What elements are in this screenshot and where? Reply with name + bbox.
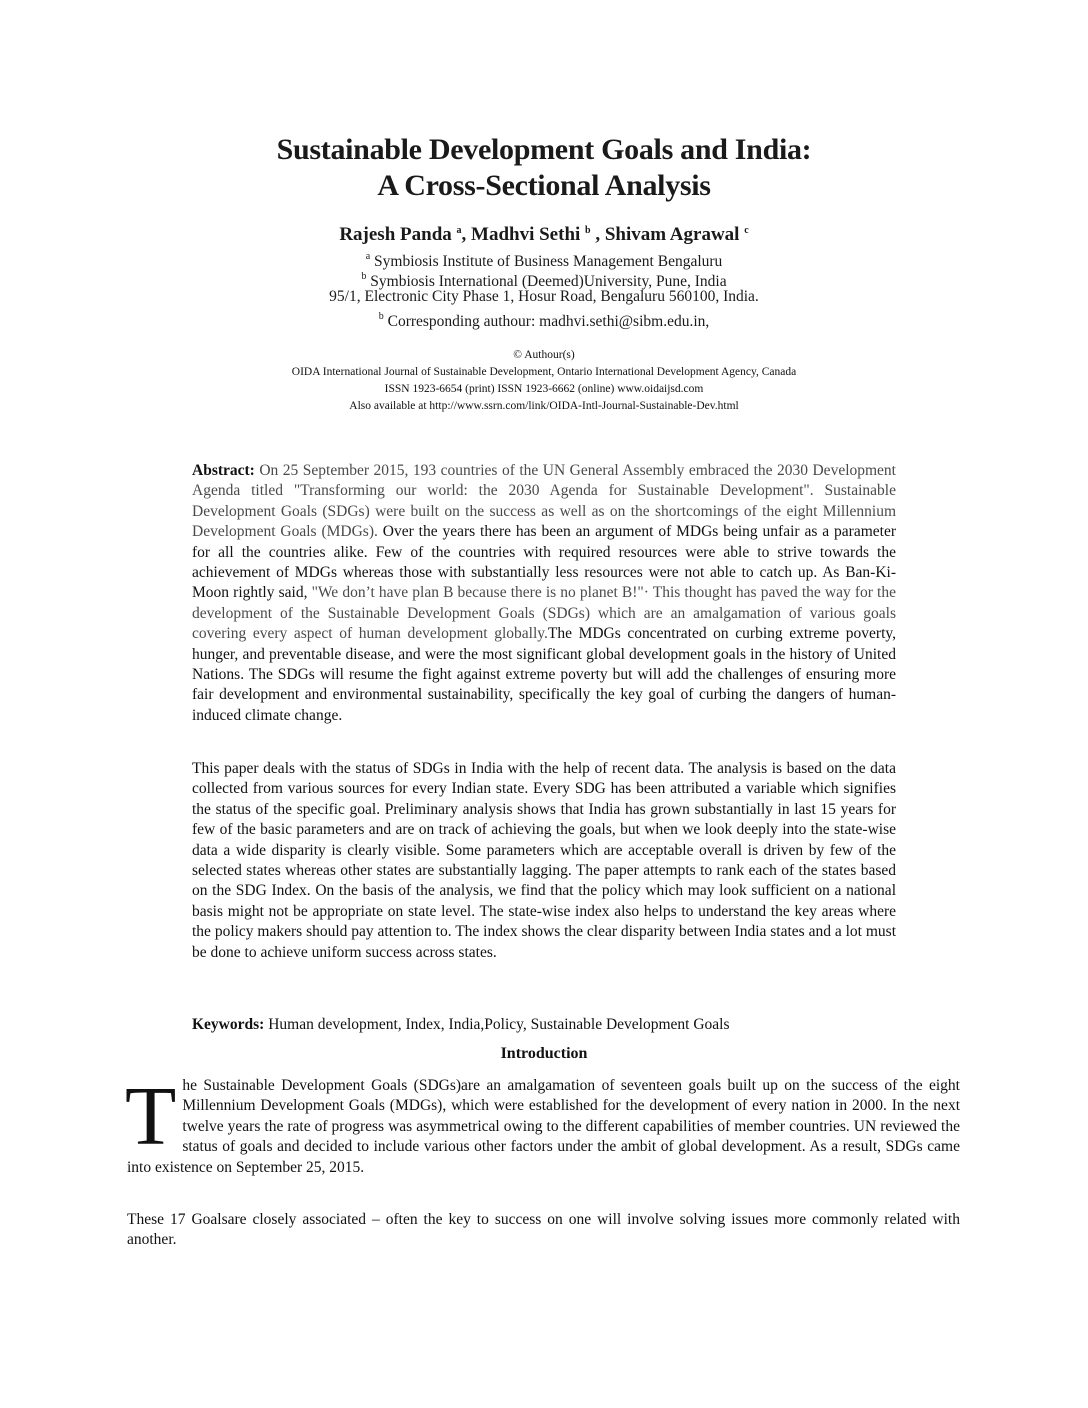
section-heading: Introduction xyxy=(500,1045,588,1062)
title-line-2: A Cross-Sectional Analysis xyxy=(377,169,711,202)
author-name: Rajesh Panda xyxy=(339,224,452,245)
introduction-paragraph-1 xyxy=(125,1070,960,1178)
also-available: Also available at http://www.ssrn.com/link/OIDA-Intl-Journal-Sustainable-Dev.html xyxy=(349,400,739,412)
author-sup: c xyxy=(744,225,749,236)
affiliation-text: Symbiosis Institute of Business Management Bengaluru xyxy=(374,253,723,270)
affiliation-text: Symbiosis International (Deemed)University, Pune, India xyxy=(370,273,727,290)
affiliation-sup: a xyxy=(365,251,371,262)
affiliation-text: 95/1, Electronic City Phase 1, Hosur Road, Bengaluru 560100, India. xyxy=(329,288,759,305)
drop-cap: T xyxy=(125,1070,177,1163)
issn: ISSN 1923-6654 (print) ISSN 1923-6662 (online) www.oidaijsd.com xyxy=(384,383,704,395)
keywords xyxy=(192,1015,896,1035)
keywords-text: Human development, Index, India,Policy, Sustainable Development Goals xyxy=(264,1016,730,1033)
corresponding-author xyxy=(0,307,1088,332)
author-name: Shivam Agrawal xyxy=(604,224,740,245)
abstract-label: Abstract: xyxy=(192,462,255,479)
abstract-text: Over the years there has been an argument of MDGs being unfair as a parameter for all the countries alike. Few of the countries with required resources were able to strive towards the achievement of MDGs whereas those with substantially less resources were not able to catch up. As Ban-Ki-Moon rightly said, xyxy=(192,523,896,602)
title-line-1: Sustainable Development Goals and India: xyxy=(276,133,812,166)
abstract-text: The MDGs concentrated on curbing extreme poverty, hunger, and preventable disease, and were the most significant global development goals in the history of United Nations. The SDGs will resume the fight against extreme poverty but will add the challenges of ensuring more fair development and environmental sustainability, specifically the key goal of curbing the dangers of human-induced climate change. xyxy=(192,625,896,724)
keywords-label: Keywords: xyxy=(192,1016,265,1033)
paragraph-text: he Sustainable Development Goals (SDGs)are an amalgamation of seventeen goals built up on the success of the eight Millennium Development Goals (MDGs), which were established for the development of every nation in 2000. In the next twelve years the rate of progress was asymmetrical owing to the different capabilities of member countries. UN reviewed the status of goals and decided to include various other factors under the ambit of global development. As a result, SDGs came into existence on September 25, 2015. xyxy=(127,1077,960,1176)
journal-name: OIDA International Journal of Sustainable Development, Ontario International Development Agency, Canada xyxy=(291,366,797,378)
introduction-paragraph-2: These 17 Goalsare closely associated – often the key to success on one will involve solving issues more commonly related with another. xyxy=(127,1211,960,1249)
abstract-text: On 25 September 2015, 193 countries of the UN General Assembly embraced the 2030 Development Agenda titled "Transforming our world: the 2030 Agenda for Sustainable Development". Sustainable Development Goals (SDGs) were built on the success as well as on the shortcomings of the eight Millennium Development Goals (MDGs). xyxy=(192,462,896,541)
abstract-paragraph-2: This paper deals with the status of SDGs in India with the help of recent data. The analysis is based on the data collected from various sources for every Indian state. Every SDG has been attributed a variable which signifies the status of the specific goal. Preliminary analysis shows that India has grown substantially in last 15 years for few of the basic parameters and are on track of achieving the goals, but when we look deeply into the state-wise data a wide disparity is clearly visible. Some parameters which are acceptable overall is driven by few of the selected states whereas other states are substantially lagging. The paper attempts to rank each of the states based on the SDG Index. On the basis of the analysis, we find that the policy which may look sufficient on a national basis might not be appropriate on state level. The state-wise index also helps to understand the key areas where the policy makers should pay attention to. The index shows the clear disparity between India states and a lot must be done to achieve uniform success across states. xyxy=(192,760,896,961)
affiliation-text: Corresponding authour: madhvi.sethi@sibm.edu.in, xyxy=(387,313,710,330)
copyright: © Authour(s) xyxy=(513,349,575,361)
author-list: Rajesh Panda $^a$, Madhvi Sethi $^b$ , Shivam Agrawal $^c$ xyxy=(339,224,749,245)
affiliation-sup: b xyxy=(378,311,384,322)
author-sup: b xyxy=(585,225,591,236)
affiliation-address xyxy=(0,287,1088,307)
abstract xyxy=(192,461,896,726)
abstract-quote: "We don’t have plan B because there is no planet B!"· This thought has paved the way for the development of the Sustainable Development Goals (SDGs) which are an amalgamation of various goals covering every aspect of human development globally. xyxy=(192,584,896,643)
author-name: Madhvi Sethi xyxy=(471,224,581,245)
author-sup: a xyxy=(456,225,462,236)
affiliation-sup: b xyxy=(361,271,367,282)
